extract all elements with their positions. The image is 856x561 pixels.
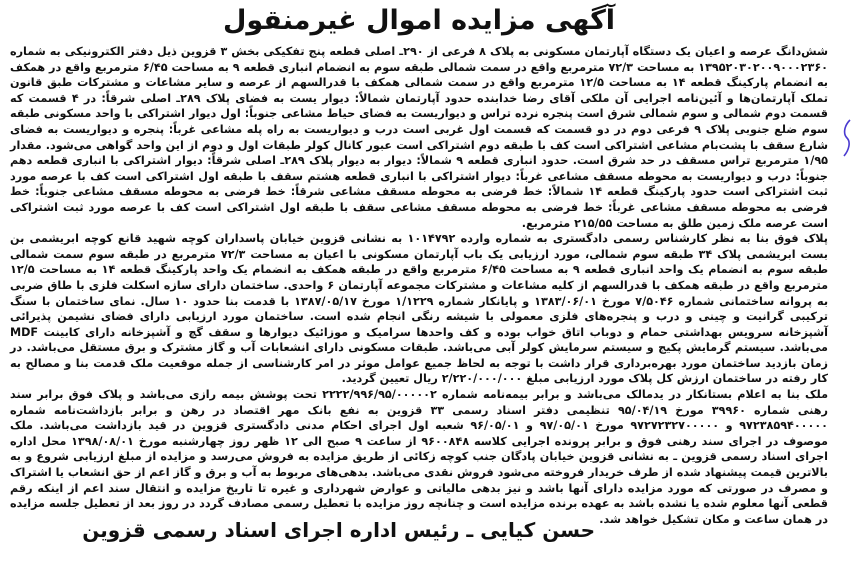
notice-body — [8, 44, 830, 527]
auction-notice — [8, 4, 830, 557]
margin-pen-mark — [840, 118, 854, 158]
notice-paragraph-appraisal: پلاک فوق بنا به نظر کارشناس رسمی دادگستری به شماره وارده ۱۰۱۴۷۹۲ به نشانی قزوین خیابان پاسداران کوچه شهید قانع کوچه ابریشمی بن بست ابریشمی پلاک ۳۴ طبقه سوم شمالی، مورد ارزیابی یک باب آپارتمان مسکونی با اعیان به مساحت ۷۲/۳ مترمربع در طبقه سوم سمت شمالی طبقه سوم به انضمام یک واحد انباری قطعه ۹ به مساحت ۶/۴۵ مترمربع واقع در طبقه همکف به انضمام یک واحد پارکینگ قطعه ۱۴ به مساحت ۱۲/۵ مترمربع واقع در طبقه همکف با قدرالسهم از کلیه مشاعات و مشترکات مجموعه آپارتمان ۶ واحدی. ساختمان دارای سازه اسکلت فلزی با طاق ضربی به پروانه ساختمانی شماره ۷/۵۰۴۶ مورخ ۱۳۸۳/۰۶/۰۱ و پایانکار شماره ۱/۱۲۲۹ مورخ ۱۳۸۷/۰۵/۱۷ با قدمت بنا حدود ۱۰ سال. نمای ساختمان با سنگ ترکیبی گرانیت و چینی و درب و پنجره‌های فلزی معمولی با شیشه رنگی انجام شده است. ساختمان مورد ارزیابی دارای فضای نشیمن پذیرائی آشپزخانه سرویس بهداشتی حمام و دوباب اتاق خواب بوده و کف واحدها سرامیک و موزائیک دیوارها و سقف گچ و آشپزخانه دارای کابینت MDF می‌باشد. سیستم گرمایش پکیج و سیستم سرمایش کولر آبی می‌باشد. طبقات مسکونی دارای انشعابات آب و گاز مشترک و برق مستقل می‌باشد. در زمان بازدید ساختمان مورد بهره‌برداری قرار داشت با توجه به لحاظ جمیع عوامل موثر در امر کارشناسی از جمله موقعیت ملک قدمت بنا و مصالح به کار رفته در ساختمان ارزش کل پلاک مورد ارزیابی مبلغ ۲/۲۲۰/۰۰۰/۰۰۰ ریال تعیین گردید. — [10, 232, 829, 386]
signature-line: حسن کیایی ـ رئیس اداره اجرای اسناد رسمی قزوین — [82, 518, 595, 542]
notice-title: آگهی مزایده اموال غیرمنقول — [222, 5, 616, 36]
notice-paragraph-property: شش‌دانگ عرصه و اعیان یک دستگاه آپارتمان مسکونی به پلاک ۸ فرعی از ۲۹۰ـ اصلی قطعه پنج تفکیکی بخش ۳ قزوین ذیل دفتر الکترونیکی به شماره ۱۳۹۵۲۰۳۰۲۰۰۹۰۰۰۲۳۶۰ به مساحت ۷۲/۳ مترمربع واقع در سمت شمالی طبقه سوم به انضمام انباری قطعه ۹ به مساحت ۶/۴۵ مترمربع واقع در همکف به انضمام پارکینگ قطعه ۱۴ به مساحت ۱۲/۵ مترمربع واقع در سمت شمالی همکف با قدرالسهم از عرصه و سایر مشاعات و مشترکات طبق قانون تملک آپارتمان‌ها و آئین‌نامه اجرایی آن ملکی آقای رضا خدابنده حدود آپارتمان شمالاً: دیوار یست به فضای پلاک ۲۸۹ـ اصلی شرقاً: در ۴ قسمت که قسمت دوم شمالی و سوم شمالی شرق است پنجره نرده تراس و دیواریست به فضای حیاط مشاعی جنوباً: اول دیوار اشتراکی با واحد مسکونی طبقه سوم ضلع جنوبی پلاک ۹ فرعی دوم در دو قسمت که قسمت اول غربی است درب و دیواریست به راه پله مشاعی غرباً: پنجره و دیواریست به فضای شارع سقف با پشت‌بام مشاعی اشتراکی است کف با طبقه دوم اشتراکی است عبور کانال کولر طبقات اول و دوم از این واحد گواهی می‌شود. مقدار ۱/۹۵ مترمربع تراس مسقف در حد شرق است. حدود انباری قطعه ۹ شمالاً: دیوار به دیوار پلاک ۲۸۹ـ اصلی شرقاً: دیوار اشتراکی با انباری قطعه دهم جنوباً: درب و دیواریست به محوطه مسقف مشاعی غرباً: دیوار اشتراکی با انباری قطعه هشتم سقف با طبقه اول اشتراکی است کف با عرصه مورد ثبت اشتراکی است حدود پارکینگ قطعه ۱۴ شمالاً: خط فرضی به محوطه مسقف مشاعی شرقاً: خط فرضی به محوطه مسقف مشاعی جنوباً: خط فرضی به محوطه مسقف مشاعی غرباً: خط فرضی به محوطه مسقف مشاعی سقف با طبقه اول اشتراکی است کف با عرصه مورد ثبت اشتراکی است عرصه ملک زمین طلق به مساحت ۲۱۵/۵۵ مترمربع. — [10, 45, 829, 230]
notice-paragraph-auction-terms: ملک بنا به اعلام بستانکار در یدمالک می‌باشد و برابر بیمه‌نامه شماره ۲۲۲۲/۹۹۶/۹۵/۰۰۰۰۰۲ تحت پوشش بیمه رازی می‌باشد و پلاک فوق برابر سند رهنی شماره ۳۹۹۶۰ مورخ ۹۵/۰۴/۱۹ تنظیمی دفتر اسناد رسمی ۳۳ قزوین به نفع بانک مهر اقتصاد در رهن و برابر بازداشت‌نامه شماره ۹۷۲۳۸۵۹۴۰۰۰۰۰ و ۹۷۲۷۲۳۲۷۰۰۰۰۰ مورخ ۹۷/۰۵/۰۱ و ۹۶/۰۵/۰۱ شعبه اول اجرای احکام مدنی دادگستری قزوین در قید بازداشت می‌باشد. ملک موصوف در اجرای سند رهنی فوق و برابر پرونده اجرایی کلاسه ۹۶۰۰۸۴۸ از ساعت ۹ صبح الی ۱۲ ظهر روز چهارشنبه مورخ ۱۳۹۸/۰۸/۰۱ محل اداره اجرای اسناد رسمی قزوین ـ به نشانی قزوین خیابان پادگان جنب کوچه زکائی از طریق مزایده به فروش می‌رسد و مزایده از مبلغ ارزیابی شروع و به بالاترین قیمت پیشنهاد شده از طرف خریدار فروخته می‌شود فروش نقدی می‌باشد. بدهی‌های مربوط به آب و برق و گاز اعم از حق انشعاب یا اشتراک و مصرف در صورتی که مورد مزایده دارای آنها باشد و نیز بدهی مالیاتی و عوارض شهرداری و غیره تا تاریخ مزایده و انتقال سند اعم از اینکه رقم قطعی آنها معلوم شده یا نشده باشد به عهده برنده مزایده است و چنانچه روز مزایده با تعطیل رسمی مصادف گردد در روز بعد از تعطیل جلسه مزایده در همان ساعت و مکان تشکیل خواهد شد. — [10, 388, 828, 526]
